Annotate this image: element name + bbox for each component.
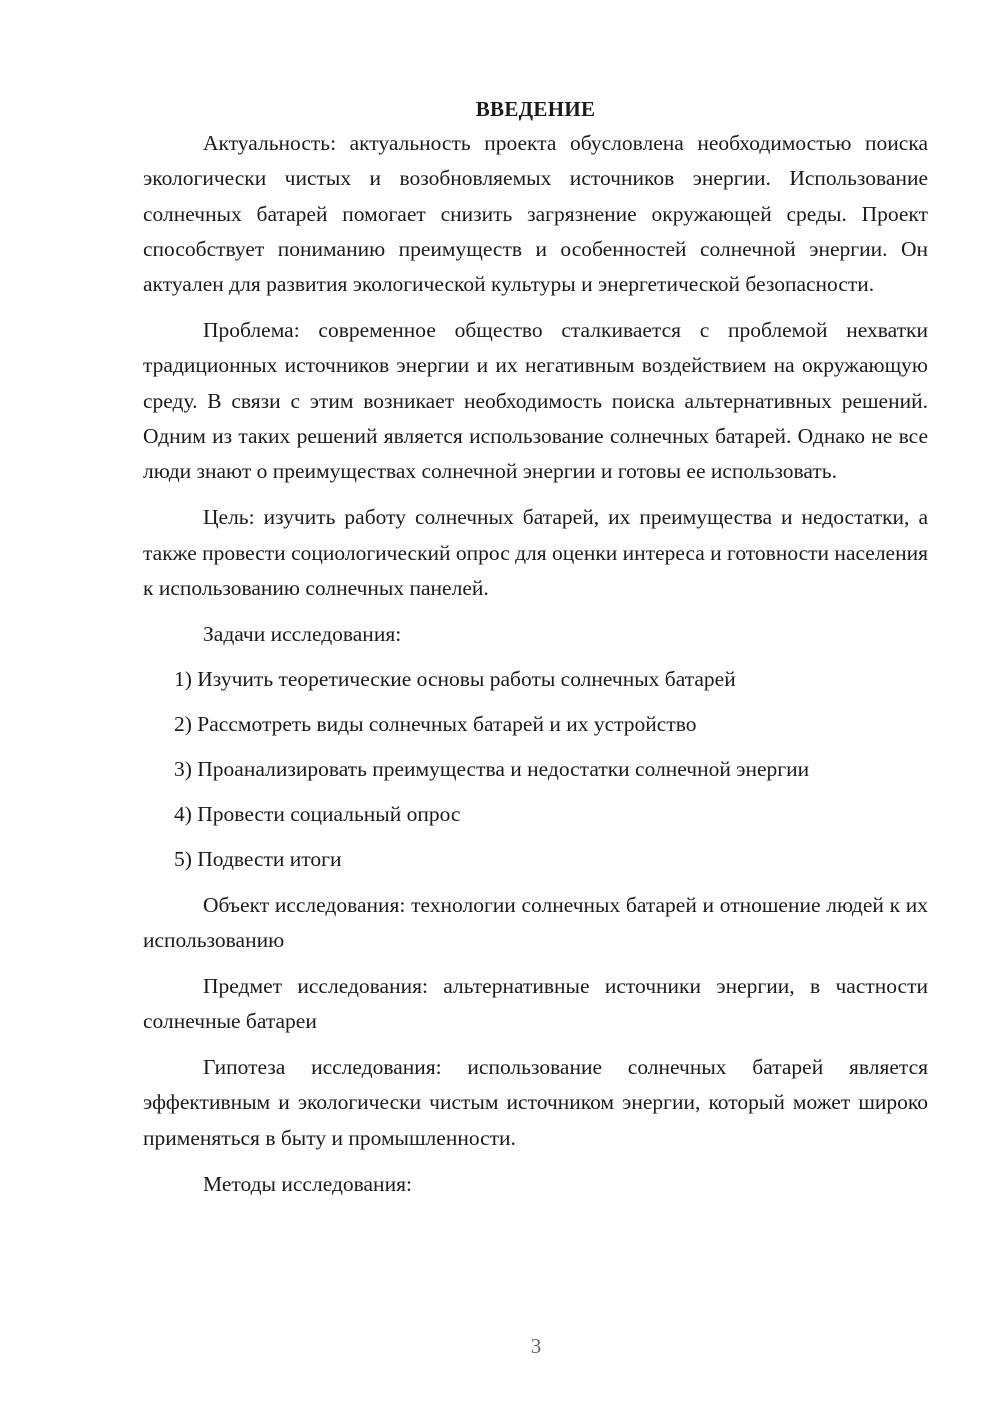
list-item: 3) Проанализировать преимущества и недостатки солнечной энергии [174,757,810,782]
tasks-list [143,662,928,878]
list-item: 2) Рассмотреть виды солнечных батарей и их устройство [174,712,697,736]
list-item: 4) Провести социальный опрос [174,802,461,827]
tasks-heading: Задачи исследования: [203,621,402,646]
list-item: 1) Изучить теоретические основы работы солнечных батарей [174,666,736,691]
document-page [143,92,928,1213]
hypothesis-paragraph: Гипотеза исследования: использование солнечных батарей является эффективным и экологически чистым источником энергии, который может широко применяться в быту и промышленности. [143,1055,928,1150]
object-paragraph: Объект исследования: технологии солнечных батарей и отношение людей к их использованию [143,892,928,952]
goal-paragraph: Цель: изучить работу солнечных батарей, их преимущества и недостатки, а также провести социологический опрос для оценки интереса и готовности населения к использованию солнечных панелей. [143,505,929,600]
page-number: 3 [530,1334,542,1358]
problem-paragraph: Проблема: современное общество сталкивается с проблемой нехватки традиционных источников энергии и их негативным воздействием на окружающую среду. В связи с этим возникает необходимость поиска альтернативных решений. Одним из таких решений является использование солнечных батарей. Однако не все люди знают о преимуществах солнечной энергии и готовы ее использовать. [143,318,928,484]
subject-paragraph: Предмет исследования: альтернативные источники энергии, в частности солнечные батареи [143,973,928,1034]
relevance-paragraph: Актуальность: актуальность проекта обусловлена необходимостью поиска экологически чистых и возобновляемых источников энергии. Использование солнечных батарей помогает снизить загрязнение окружающей среды. Проект способствует пониманию преимуществ и особенностей солнечной энергии. Он актуален для развития экологической культуры и энергетической безопасности. [143,131,928,297]
list-item: 5) Подвести итоги [174,847,342,872]
methods-heading: Методы исследования: [203,1171,412,1196]
section-title: ВВЕДЕНИЕ [475,97,596,121]
